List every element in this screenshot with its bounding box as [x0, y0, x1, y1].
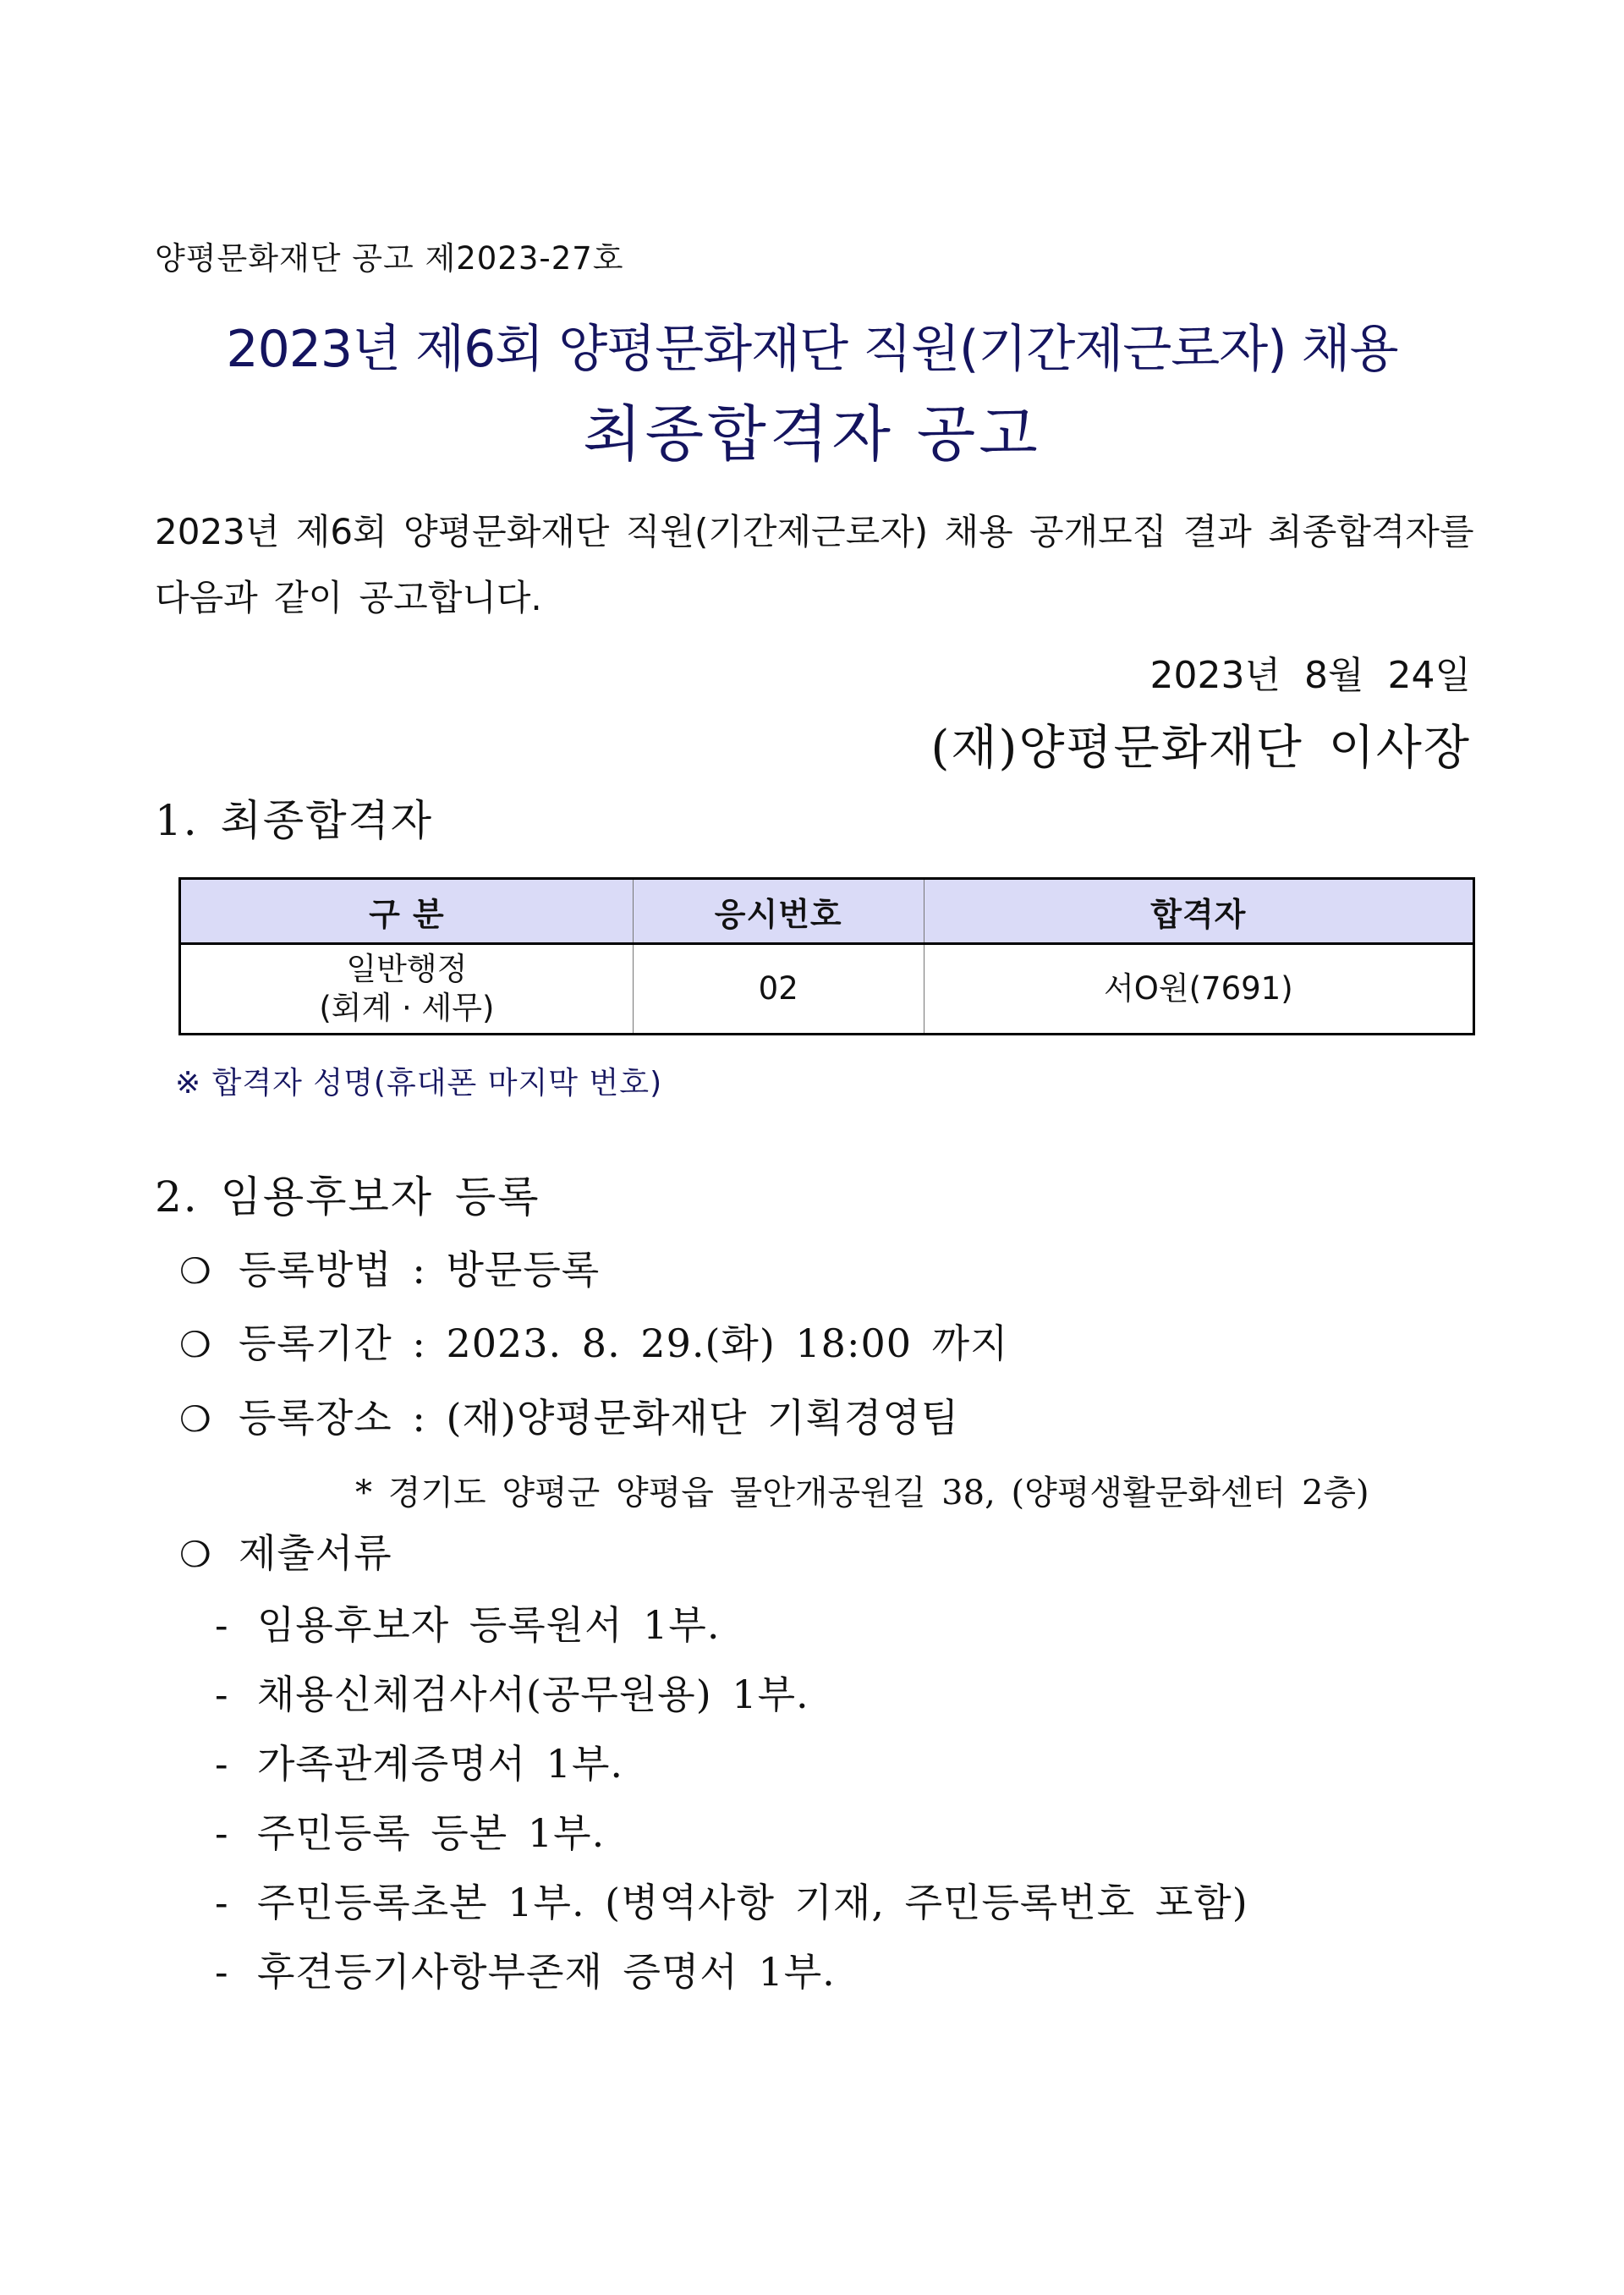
category-line: (회계 · 세무) — [319, 990, 495, 1026]
list-item — [179, 1239, 600, 1295]
document-text: 주민등록초본 1부. (병역사항 기재, 주민등록번호 포함) — [257, 1880, 1248, 1925]
dash-icon: - — [215, 1672, 229, 1717]
notice-number: 양평문화재단 공고 제2023-27호 — [155, 240, 624, 277]
cell-category — [180, 944, 634, 1035]
document-text: 주민등록 등본 1부. — [257, 1810, 606, 1856]
intro-line: 2023년 제6회 양평문화재단 직원(기간제근로자) 채용 공개모집 결과 최종합격자를 — [155, 511, 1474, 552]
document-item — [215, 1941, 836, 1997]
registration-address: * 경기도 양평군 양평읍 물안개공원길 38, (양평생활문화센터 2층) — [355, 1474, 1369, 1513]
document-text: 가족관계증명서 1부. — [257, 1741, 623, 1787]
intro-line: 다음과 같이 공고합니다. — [155, 577, 542, 618]
list-item — [179, 1313, 1008, 1369]
page-title: 2023년 제6회 양평문화재단 직원(기간제근로자) 채용 — [226, 320, 1398, 379]
item-text: 제출서류 — [239, 1530, 392, 1576]
section-heading: 1. 최종합격자 — [155, 796, 434, 845]
table-header-row — [180, 879, 1474, 944]
list-item — [179, 1523, 392, 1578]
document-text: 임용후보자 등록원서 1부. — [257, 1602, 721, 1648]
cell-passer-name: 서O원(7691) — [924, 944, 1473, 1035]
intro-paragraph — [155, 499, 1474, 631]
document-item — [215, 1803, 605, 1859]
document-item — [215, 1595, 721, 1650]
dash-icon: - — [215, 1741, 229, 1787]
issuer: (재)양평문화재단 이사장 — [930, 721, 1471, 776]
item-text: 등록장소 : (재)양평문화재단 기획경영팀 — [239, 1395, 960, 1441]
document-item — [215, 1664, 809, 1720]
section-heading: 2. 임용후보자 등록 — [155, 1172, 540, 1222]
list-item — [179, 1387, 959, 1443]
circle-bullet-icon: ❍ — [179, 1534, 212, 1575]
cell-exam-number: 02 — [633, 944, 924, 1035]
document-text: 채용신체검사서(공무원용) 1부. — [257, 1672, 809, 1717]
dash-icon: - — [215, 1810, 229, 1856]
dash-icon: - — [215, 1880, 229, 1925]
category-line: 일반행정 — [346, 951, 468, 987]
result-table — [178, 877, 1475, 1035]
circle-bullet-icon: ❍ — [179, 1250, 212, 1292]
document-item — [215, 1733, 623, 1789]
item-text: 등록방법 : 방문등록 — [239, 1247, 601, 1293]
document-text: 후견등기사항부존재 증명서 1부. — [257, 1949, 836, 1995]
column-header-category: 구 분 — [180, 879, 634, 944]
document-item — [215, 1872, 1248, 1928]
circle-bullet-icon: ❍ — [179, 1398, 212, 1440]
dash-icon: - — [215, 1949, 229, 1995]
item-text: 등록기간 : 2023. 8. 29.(화) 18:00 까지 — [239, 1320, 1009, 1366]
table-note: ※ 합격자 성명(휴대폰 마지막 번호) — [175, 1066, 663, 1101]
circle-bullet-icon: ❍ — [179, 1324, 212, 1365]
table-row — [180, 944, 1474, 1035]
announcement-date: 2023년 8월 24일 — [1149, 654, 1471, 697]
column-header-exam-number: 응시번호 — [633, 879, 924, 944]
page-subtitle: 최종합격자 공고 — [583, 398, 1041, 469]
column-header-passer: 합격자 — [924, 879, 1473, 944]
dash-icon: - — [215, 1602, 229, 1648]
